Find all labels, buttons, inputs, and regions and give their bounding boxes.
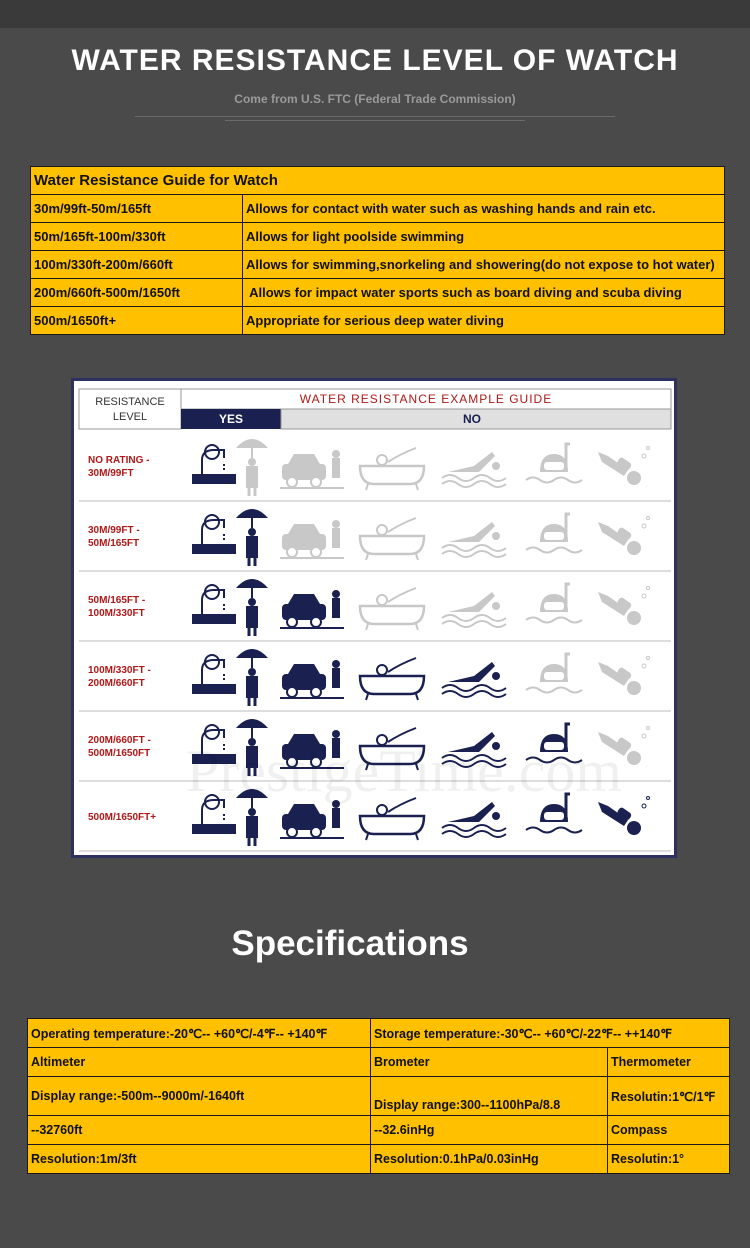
- row-level-label-2: 500M/1650FT: [88, 748, 151, 759]
- umbrella-person-icon: [236, 509, 268, 566]
- desc-cell: Allows for light poolside swimming: [243, 223, 725, 251]
- barometer-range-cont: --32.6inHg: [371, 1116, 608, 1145]
- level-label-1: RESISTANCE: [95, 396, 165, 408]
- depth-cell: 30m/99ft-50m/165ft: [31, 195, 243, 223]
- scuba-diver-icon: [598, 517, 650, 556]
- example-guide-graphic: [74, 381, 674, 855]
- no-label: NO: [463, 412, 481, 426]
- snorkel-icon: [526, 654, 582, 693]
- row-level-label: NO RATING -: [88, 455, 150, 466]
- level-header-box: [79, 389, 181, 429]
- operating-temperature: Operating temperature:-20℃-- +60℃/-4℉-- +140℉: [28, 1019, 371, 1048]
- guide-row: [79, 649, 671, 711]
- bathtub-icon: [360, 588, 424, 630]
- swimmer-icon: [442, 662, 506, 697]
- fine-print-lines: [0, 116, 750, 121]
- thermometer-resolution: Resolutin:1℃/1℉: [608, 1077, 730, 1116]
- table-row: [28, 1145, 730, 1174]
- altimeter-header: Altimeter: [28, 1048, 371, 1077]
- guide-row: [79, 509, 671, 571]
- scuba-diver-icon: [598, 657, 650, 696]
- example-guide-panel: [71, 378, 677, 858]
- desc-cell: Appropriate for serious deep water diving: [243, 307, 725, 335]
- snorkel-icon: [526, 444, 582, 483]
- water-resistance-guide-table: [30, 166, 725, 335]
- table-row: [31, 251, 725, 279]
- faucet-icon: [192, 515, 236, 554]
- snorkel-icon: [526, 514, 582, 553]
- desc-cell: Allows for contact with water such as washing hands and rain etc.: [243, 195, 725, 223]
- bathtub-icon: [360, 798, 424, 840]
- swimmer-icon: [442, 452, 506, 487]
- desc-cell: Allows for impact water sports such as board diving and scuba diving: [243, 279, 725, 307]
- car-wash-icon: [280, 660, 344, 698]
- barometer-resolution: Resolution:0.1hPa/0.03inHg: [371, 1145, 608, 1174]
- compass-header: Compass: [608, 1116, 730, 1145]
- car-wash-icon: [280, 520, 344, 558]
- row-level-label-2: 30M/99FT: [88, 468, 134, 479]
- scuba-diver-icon: [598, 587, 650, 626]
- swimmer-icon: [442, 522, 506, 557]
- page-subtitle: Come from U.S. FTC (Federal Trade Commission): [234, 92, 516, 106]
- table-row: [31, 279, 725, 307]
- table-row: [28, 1019, 730, 1048]
- snorkel-icon: [526, 584, 582, 623]
- depth-cell: 100m/330ft-200m/660ft: [31, 251, 243, 279]
- yes-label: YES: [218, 412, 244, 426]
- guide-row: [79, 439, 671, 501]
- altimeter-range-cont: --32760ft: [28, 1116, 371, 1145]
- bathtub-icon: [360, 518, 424, 560]
- altimeter-resolution: Resolution:1m/3ft: [28, 1145, 371, 1174]
- example-guide-title: WATER RESISTANCE EXAMPLE GUIDE: [299, 392, 553, 406]
- swimmer-icon: [442, 592, 506, 627]
- car-wash-icon: [280, 590, 344, 628]
- specifications-table: [27, 1018, 730, 1174]
- row-level-label: 100M/330FT -: [88, 665, 151, 676]
- row-level-label-2: 200M/660FT: [88, 678, 145, 689]
- faucet-icon: [192, 445, 236, 484]
- car-wash-icon: [280, 450, 344, 488]
- storage-temperature: Storage temperature:-30℃-- +60℃/-22℉-- ++140℉: [371, 1019, 730, 1048]
- table-row: [28, 1048, 730, 1077]
- row-level-label: 50M/165FT -: [88, 595, 146, 606]
- table-row: [28, 1116, 730, 1145]
- row-level-label-2: 100M/330FT: [88, 608, 145, 619]
- barometer-range: Display range:300--1100hPa/8.8: [371, 1077, 608, 1116]
- guide-row: [79, 579, 671, 641]
- scuba-diver-icon: [598, 447, 650, 486]
- barometer-header: Brometer: [371, 1048, 608, 1077]
- level-label-2: LEVEL: [112, 411, 148, 423]
- swimmer-icon: [442, 802, 506, 837]
- umbrella-person-icon: [236, 579, 268, 636]
- bathtub-icon: [360, 448, 424, 490]
- table-row: [31, 223, 725, 251]
- faucet-icon: [192, 655, 236, 694]
- depth-cell: 200m/660ft-500m/1650ft: [31, 279, 243, 307]
- page-title: WATER RESISTANCE LEVEL OF WATCH: [71, 44, 679, 77]
- watermark-text: PrestigeTime.com: [185, 738, 623, 804]
- thermometer-header: Thermometer: [608, 1048, 730, 1077]
- row-level-label-2: 50M/165FT: [88, 538, 140, 549]
- compass-resolution: Resolutin:1°: [608, 1145, 730, 1174]
- car-wash-icon: [280, 800, 344, 838]
- umbrella-person-icon: [236, 439, 268, 496]
- guide-heading: Water Resistance Guide for Watch: [31, 167, 725, 195]
- specifications-title: Specifications: [231, 924, 469, 963]
- table-row: [31, 195, 725, 223]
- table-row: [28, 1077, 730, 1116]
- bathtub-icon: [360, 658, 424, 700]
- depth-cell: 50m/165ft-100m/330ft: [31, 223, 243, 251]
- altimeter-range: Display range:-500m--9000m/-1640ft: [28, 1077, 371, 1116]
- faucet-icon: [192, 585, 236, 624]
- row-level-label: 30M/99FT -: [88, 525, 140, 536]
- row-level-label: 500M/1650FT+: [88, 812, 157, 823]
- depth-cell: 500m/1650ft+: [31, 307, 243, 335]
- top-bar: [0, 0, 750, 28]
- row-level-label: 200M/660FT -: [88, 735, 151, 746]
- desc-cell: Allows for swimming,snorkeling and showering(do not expose to hot water): [243, 251, 725, 279]
- table-row: [31, 307, 725, 335]
- umbrella-person-icon: [236, 649, 268, 706]
